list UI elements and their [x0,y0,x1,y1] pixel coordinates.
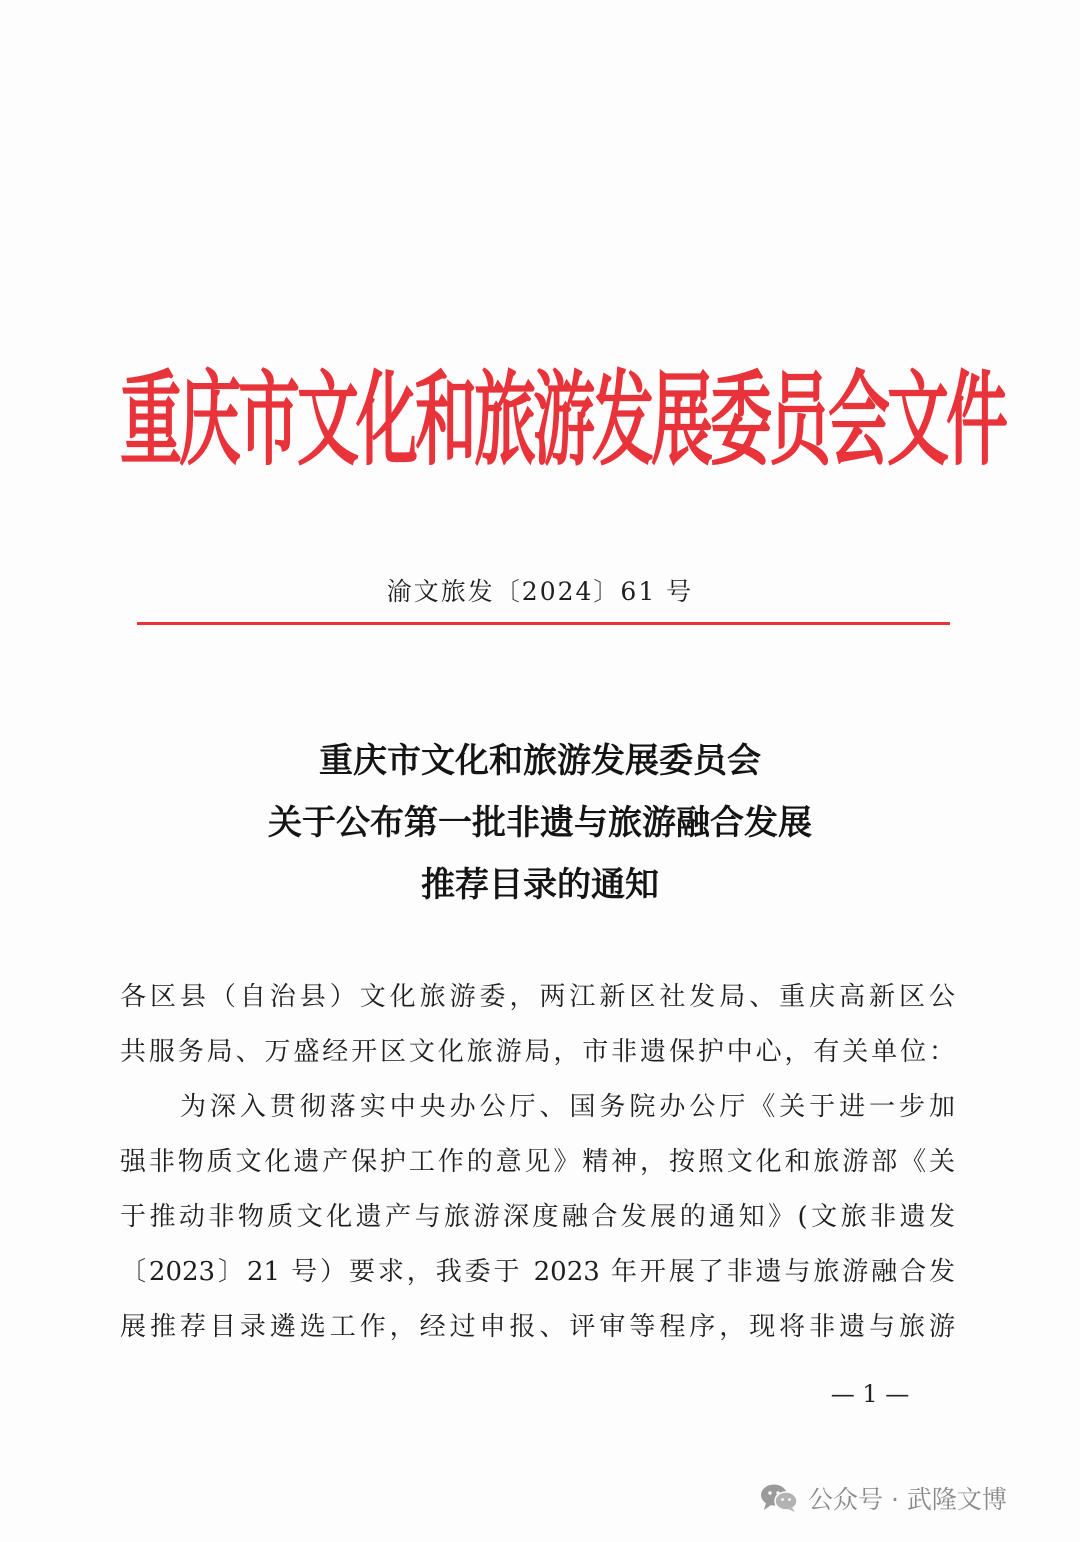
wechat-watermark [760,1480,1007,1516]
notice-title-line-3: 推荐目录的通知 [421,865,659,905]
body-text-line-6: 〔2023〕21 号）要求，我委于 2023 年开展了非遗与旅游融合发 [120,1257,955,1287]
body-text-line-3: 为深入贯彻落实中央办公厅、国务院办公厅《关于进一步加 [180,1092,955,1122]
body-text-line-5: 于推动非物质文化遗产与旅游深度融合发展的通知》(文旅非遗发 [120,1202,955,1232]
page-number: — 1 — [830,1380,910,1408]
body-text-line-4: 强非物质文化遗产保护工作的意见》精神，按照文化和旅游部《关 [120,1147,955,1177]
masthead-title: 重庆市文化和旅游发展委员会文件 [120,359,1006,480]
red-divider-line [137,622,950,625]
notice-title-line-1: 重庆市文化和旅游发展委员会 [319,741,761,781]
body-text-line-2: 共服务局、万盛经开区文化旅游局，市非遗保护中心，有关单位： [120,1037,955,1067]
wechat-icon [760,1483,798,1513]
notice-title-line-2: 关于公布第一批非遗与旅游融合发展 [268,803,812,843]
body-text-line-7: 展推荐目录遴选工作，经过申报、评审等程序，现将非遗与旅游 [120,1312,955,1342]
document-number: 渝文旅发〔2024〕61 号 [386,577,694,606]
body-text-line-1: 各区县（自治县）文化旅游委，两江新区社发局、重庆高新区公 [120,982,955,1012]
watermark-text: 公众号 · 武隆文博 [808,1485,1007,1514]
